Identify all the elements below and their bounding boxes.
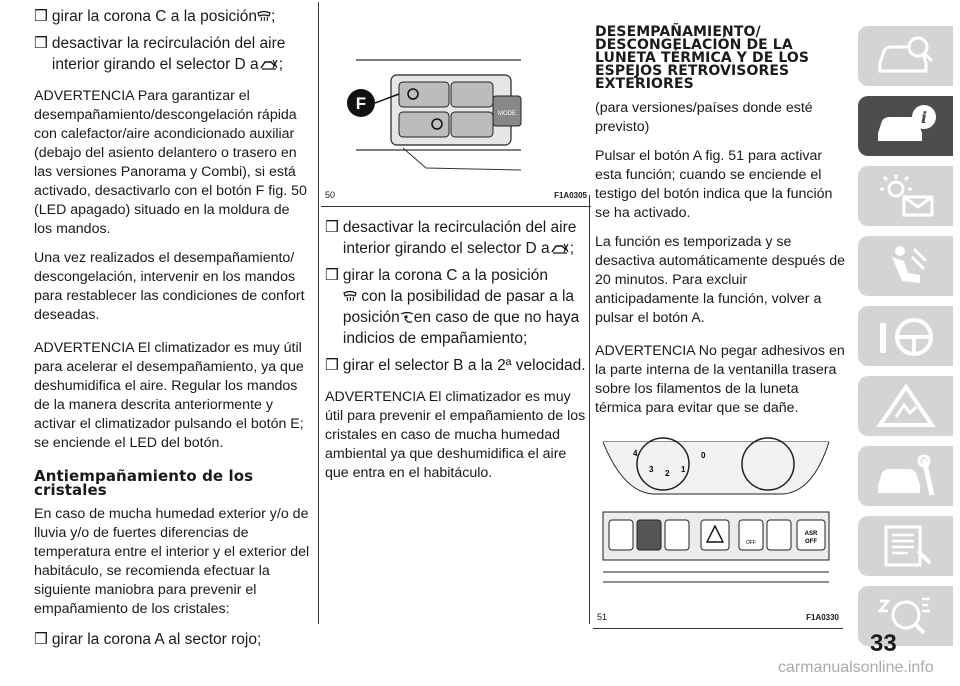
recirculation-off-icon xyxy=(550,242,570,254)
breakdown-triangle-icon xyxy=(874,383,938,429)
column-2 xyxy=(325,0,587,493)
section-title: DESEMPAÑAMIENTO/ DESCONGELACIÓN DE LA LUNETA TÉRMICA Y DE LOS ESPEJOS RETROVISORES EXTERIORES xyxy=(595,24,810,92)
paragraph: ADVERTENCIA No pegar adhesivos en la parte interna de la ventanilla trasera sobre los filamentos de la luneta térmica para evitar que se dañe. xyxy=(595,343,845,416)
switch-label: OFF xyxy=(746,540,756,546)
defrost-windscreen-icon xyxy=(257,10,271,22)
bullet-box: ❒ xyxy=(34,631,48,648)
defrost-windscreen-icon xyxy=(343,290,357,302)
paragraph: ADVERTENCIA El climatizador es muy útil para prevenir el empañamiento de los cristales en caso de mucha humedad ambiental ya que deshumidifica el aire que entra en el habitáculo. xyxy=(325,389,586,481)
figure-code: F1A0330 xyxy=(806,613,839,622)
bullet-text: desactivar la recirculación del aire interior girando el selector D a xyxy=(51,35,286,73)
paragraph: (para versiones/países donde esté previsto) xyxy=(595,100,813,135)
bullet-text: desactivar la recirculación del aire interior girando el selector D a xyxy=(342,219,577,257)
tab-maintenance[interactable] xyxy=(858,446,953,506)
figure-code: F1A0305 xyxy=(554,191,587,200)
windscreen-feet-icon xyxy=(400,311,414,323)
bullet-item xyxy=(34,629,310,650)
mode-button-label: MODE xyxy=(498,111,516,117)
bullet-item: ❒ desactivar la recirculación del aire interior girando el selector D a ; xyxy=(325,219,577,257)
switch-label: OFF xyxy=(805,539,817,545)
paragraph: Pulsar el botón A fig. 51 para activar esta función; cuando se enciende el testigo del botón indica que la función se ha activado. xyxy=(595,148,833,221)
figure-number: 50 xyxy=(325,190,336,200)
column-1 xyxy=(34,0,310,656)
dial-digit: 2 xyxy=(665,469,670,478)
bullet-item: ❒ girar la corona C a la posición ; xyxy=(34,8,276,25)
recirculation-off-icon xyxy=(259,58,279,70)
bullet-text: girar el selector B a la 2ª velocidad. xyxy=(342,357,586,374)
label-f: F xyxy=(355,94,367,113)
tab-safety[interactable] xyxy=(858,236,953,296)
bullet-box: ❒ xyxy=(325,357,339,374)
bullet-item: ❒ girar la corona C a la posición con la posibilidad de pasar a la posición en caso de que no haya indicios de empañamiento; xyxy=(325,267,580,347)
bullet-item xyxy=(325,355,587,376)
warning-lights-icon xyxy=(874,173,938,219)
column-divider xyxy=(318,2,319,624)
dial-digit: 4 xyxy=(633,449,638,458)
tab-warning-lights[interactable] xyxy=(858,166,953,226)
bullet-box: ❒ xyxy=(34,8,48,25)
paragraph: La función es temporizada y se desactiva automáticamente después de 20 minutos. Para excluir anticipadamente la función, volver a pulsar el botón A. xyxy=(595,234,846,326)
bullet-item: ❒ desactivar la recirculación del aire interior girando el selector D a ; xyxy=(34,35,286,73)
paragraph: En caso de mucha humedad exterior y/o de lluvia y/o de fuertes diferencias de temperatura entre el interior y el exterior del habitáculo, se recomienda efectuar la siguiente maniobra para prevenir el empañamiento de los cristales: xyxy=(34,506,310,617)
bullet-text: girar la corona C a la posición xyxy=(342,267,548,284)
car-service-icon xyxy=(874,453,938,499)
dial-digit: 3 xyxy=(649,465,654,474)
bullet-text: girar la corona C a la posición xyxy=(51,8,257,25)
tab-starting-driving[interactable] xyxy=(858,306,953,366)
svg-text:i: i xyxy=(920,108,927,127)
column-3 xyxy=(595,0,845,629)
tab-emergency[interactable] xyxy=(858,376,953,436)
bullet-text: girar la corona A al sector rojo; xyxy=(51,631,262,648)
tab-technical-specs[interactable] xyxy=(858,516,953,576)
car-info-icon xyxy=(874,103,938,149)
chapter-sidebar xyxy=(858,26,958,656)
dial-digit: 1 xyxy=(681,465,686,474)
dashboard-switch-panel-illustration xyxy=(593,432,839,616)
page-number: 33 xyxy=(870,630,897,657)
switch-label: ASR xyxy=(804,531,818,537)
section-title: Antiempañamiento de los cristales xyxy=(34,467,254,499)
figure-51 xyxy=(593,432,843,629)
tab-vehicle-knowledge[interactable] xyxy=(858,26,953,86)
paragraph: ADVERTENCIA El climatizador es muy útil para acelerar el desempañamiento, ya que deshumidifica el aire. Regular los mandos de la manera descrita anteriormente y activar el climatizador pulsando el botón E; se enciende el LED del botón. xyxy=(34,340,304,451)
paragraph: Una vez realizados el desempañamiento/ descongelación, intervenir en los mandos para restablecer las condiciones de confort deseadas. xyxy=(34,250,305,323)
specifications-icon xyxy=(874,523,938,569)
climate-control-panel-illustration xyxy=(321,0,591,195)
bullet-box: ❒ xyxy=(325,219,339,236)
figure-50 xyxy=(321,0,591,207)
paragraph: ADVERTENCIA Para garantizar el desempañamiento/descongelación rápida con calefactor/aire acondicionado auxiliar (debajo del asiento delantero o trasero en las versiones Panorama y Combi), si está activado, desactivarlo con el botón F fig. 50 (LED apagado) situado en la moldura de los mandos. xyxy=(34,88,307,237)
footer-watermark[interactable]: carmanualsonline.info xyxy=(778,659,934,676)
bullet-box: ❒ xyxy=(325,267,339,284)
airbag-seat-icon xyxy=(874,243,938,289)
bullet-box: ❒ xyxy=(34,35,48,52)
figure-number: 51 xyxy=(597,612,608,622)
dial-digit: 0 xyxy=(701,451,706,460)
car-search-icon xyxy=(874,33,938,79)
steering-wheel-icon xyxy=(874,313,938,359)
tab-dashboard[interactable] xyxy=(858,96,953,156)
